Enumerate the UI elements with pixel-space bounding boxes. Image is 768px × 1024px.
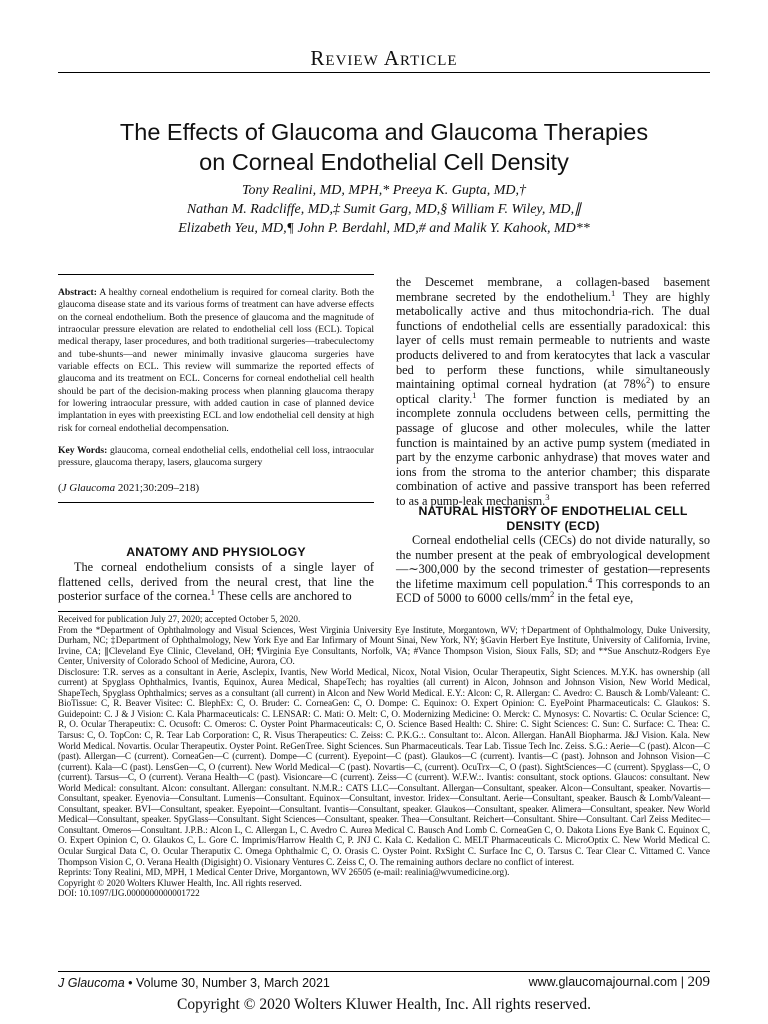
authors-line-2: Nathan M. Radcliffe, MD,‡ Sumit Garg, MD,§ William F. Wiley, MD,∥ [186, 202, 582, 217]
title-line-2: on Corneal Endothelial Cell Density [199, 149, 569, 175]
body-left-column [58, 560, 374, 604]
body-right-column [396, 275, 710, 509]
footnote-affiliations: From the *Department of Ophthalmology and Visual Sciences, West Virginia University Eye Institute, Morgantown, WV; †Department of Ophthalmology, Duke University, Durham, NC; ‡Department of Ophthalmology, New York Eye and Ear Infirmary of Mount Sinai, New York, NY; §Gavin Herbert Eye Institute, University of California, Irvine, Irvine, CA; ∥Cleveland Eye Clinic, Cleveland, OH; ¶Virginia Eye Consultants, Norfolk, VA; #Vance Thompson Vision, Sioux Falls, SD; and **Sue Anschutz-Rodgers Eye Center, University of Colorado School of Medicine, Aurora, CO. [58, 624, 710, 667]
footnotes [58, 614, 710, 899]
footnote-rule [58, 611, 213, 612]
footer-issue: • Volume 30, Number 3, March 2021 [124, 976, 330, 990]
paragraph-endothelium: the Descemet membrane, a collagen-based basement membrane secreted by the endothelium.$^1$ They are highly metabolically active and thus mitochondria-rich. The dual functions of endothelial cells are essentially paradoxical: this layer of cells must remain permeable to nutrients and waste products delivered to and from keratocytes that lack a vascular bed to perform these functions, while simultaneously maintaining optimal corneal hydration (at 78%$^2$) to ensure optical clarity.$^1$ The former function is mediated by an incomplete zonnula occludens between cells, permitting the passage of glucose and other molecules, while the latter function is maintained by an active pump system (mediated in part by the enzyme carbonic anhydrase) that moves water and ions from the stroma to the anterior chamber; this disparate combination of active and passive transport has been referred to as a pump-leak mechanism.$^3$ [396, 275, 710, 508]
footnote-disclosure: Disclosure: T.R. serves as a consultant in Aerie, Asclepix, Ivantis, New World Medical, Nicox, Notal Vision, Ocular Therapeutix, Sight Sciences. M.Y.K. has ownership (all current) at Spyglass Ophthalmics, Ivantis, Equinox, Aurea Medical, ShapeTech; has royalties (all current) in Alcon, Johnson and Johnson Vision, New World Medical, ShapeTech, Spyglass Ophthalmics; serves as a consultant (all current) in Alcon and New World Medical. E.Y.: Alcon: C, R. Allergan: C. Avedro: C. Bausch & Lomb/Valeant: C. BioTissue: C, R. Beaver Visitec: C. BlephEx: C, O. Bruder: C. CorneaGen: C, O. Dompe: C. Equinox: O. Expert Opinion: C. EyePoint Pharmaceuticals: C. Glaukos: S. Guidepoint: C. J & J Vision: C. Kala Pharmaceuticals: C. LENSAR: C. Mati: O. Melt: C, O. Modernizing Medicine: O. Merck: C. Mynosys: C. Novartis: C. Ocular Science: C, R, O. Ocular Therapeutix: C. Ocusoft: C. Omeros: C. Oyster Point Pharmaceuticals: C, O. Science Based Health: C. Shire: C. Sight Sciences: C. Sun: C. Surface: C. Thea: C. Tarsus: C, O. TopCon: C, R. Tear Lab Corporation: C, R. Visus Therapeutics: C. Zeiss: C. P.K.G.:. Consultant to:. Alcon. Allergan. HanAll Biopharma. J&J Vision. Kala. New World Medical. Novartis. Ocular Therapeutix. Oyster Point. ReGenTree. Sight Sciences. Sun Pharmaceuticals. Tear Lab. Tissue Tech Inc. Zeiss. S.G.: Aerie—C (past). Alcon—C (past). Allergan—C (current). CorneaGen—C (current). Dompe—C (current). Eyepoint—C (past). Glaukos—C (current). Ivantis—C (past). Johnson and Johnson Vision—C (current). Kala—C (past). LensGen—C, O (current). New World Medical—C (past). Novartis—C, (current). OcuTrx—C, O (past). SightSciences—C (current). Spyglass—C, O (current). Tarsus—C, O (current). Verana Health—C (past). Visioncare—C (current). Zeiss—C (current). W.F.W.:. Ivantis: consultant, stock options. Glaucos: consultant. New World Medical: consultant. Alcon: consultant. Allergan: consultant. N.M.R.: CATS LLC—Consultant. Allergan—Consultant, speaker. Alcon—Consultant, speaker. Novartis—Consultant, speaker. Eyenovia—Consultant. Lumenis—Consultant. Equinox—Consultant, investor. Iridex—Consultant. Aerie—Consultant, speaker. Bausch & Lomb/Valeant—Consultant, speaker. BVI—Consultant, speaker. Eyepoint—Consultant. Ivantis—Consultant, speaker. Glaukos—Consultant, speaker. Alimera—Consultant, speaker. New World Medical—Consultant, speaker. SpyGlass—Consultant. Sight Sciences—Consultant, speaker. Thea—Consultant. Reichert—Consultant. Shire—Consultant. Carl Zeiss Meditec—Consultant. Omeros—Consultant. J.P.B.: Alcon L, C. Allergan L, C. Avedro C. Aurea Medical C. Bausch And Lomb C. CorneaGen C, O. Dakota Lions Eye Bank C. Equinox C, O. Expert Opinion C, O. Glaukos C, L. Gore C. Imprimis/Harrow Health C, P. JNJ C. Kala C. Kedalion C. MELT Pharmaceuticals C. MicroOptix C. New World Medical C. Ocular Surgical Data C, O. Ocular Theraputix C. Omega Ophthalmic C, O. Orasis C. Oyster Point. RxSight C. Surface Inc C, O. Tarsus C. Tear Clear C. Vittamed C. Vance Thompson Vision C, O. Verana Health (Digisight) O. Visionary Ventures C. Zeiss C, O. The remaining authors declare no conflict of interest. [58, 666, 710, 867]
abstract-section [58, 274, 374, 503]
header-rule [58, 72, 710, 73]
citation: (J Glaucoma 2021;30:209–218) [58, 481, 200, 494]
footnote-doi: DOI: 10.1097/IJG.0000000000001722 [58, 888, 200, 899]
footnote-reprints: Reprints: Tony Realini, MD, MPH, 1 Medical Center Drive, Morgantown, WV 26505 (e-mail: realinia@wvumedicine.org). [58, 867, 510, 878]
keywords-label: Key Words: [58, 445, 108, 457]
heading-natural-history: NATURAL HISTORY OF ENDOTHELIAL CELL DENSITY (ECD) [418, 504, 688, 533]
article-title [70, 117, 698, 177]
paragraph-anatomy: The corneal endothelium consists of a single layer of flattened cells, derived from the neural crest, that line the posterior surface of the cornea.$^1$ These cells are anchored to [58, 560, 374, 604]
authors-line-1: Tony Realini, MD, MPH,* Preeya K. Gupta, MD,† [242, 183, 526, 198]
abstract-label: Abstract: [58, 287, 97, 298]
abstract-body: A healthy corneal endothelium is required for corneal clarity. Both the glaucoma disease state and its various forms of treatment can have adverse effects on the corneal endothelium. Both the presence of glaucoma and the magnitude of intraocular pressure elevation are related to endothelial cell loss (ECL). Topical medical therapy, laser procedures, and both traditional surgeries—trabeculectomy and tube-shunts—and newer minimally invasive glaucoma surgeries have variable effects on ECL. This review will summarize the reported effects of glaucoma and its treatment on ECL. Concerns for corneal endothelial cell health should be part of the decision-making process when planning glaucoma therapy for lowering intraocular pressure, with added caution in case of planned device implantation in eyes with preexisting ECL and low endothelial cell density at high risk for corneal endothelial decompensation. [58, 287, 374, 434]
footer-website-link[interactable]: www.glaucomajournal.com [528, 975, 678, 989]
abstract-text [58, 287, 374, 435]
footer-site-page: www.glaucomajournal.com | 209 [528, 974, 710, 990]
footnote-copyright: Copyright © 2020 Wolters Kluwer Health, Inc. All rights reserved. [58, 877, 302, 888]
authors-line-3: Elizabeth Yeu, MD,¶ John P. Berdahl, MD,# and Malik Y. Kahook, MD** [178, 221, 590, 236]
paragraph-natural-history: Corneal endothelial cells (CECs) do not divide naturally, so the number present at the peak of embryological development—∼300,000 by the second trimester of gestation—represents the lifetime maximum cell population.$^4$ This corresponds to an ECD of 5000 to 6000 cells/$mm^2$ in the fetal eye, [396, 533, 710, 606]
copyright-notice: Copyright © 2020 Wolters Kluwer Health, Inc. All rights reserved. [176, 996, 592, 1013]
section-label: Review Article [310, 46, 458, 70]
body-right-column-2 [396, 533, 710, 606]
citation-details: 2021;30:209–218) [115, 481, 200, 494]
title-line-1: The Effects of Glaucoma and Glaucoma Therapies [119, 119, 649, 145]
keywords-list: glaucoma, corneal endothelial cells, endothelial cell loss, intraocular pressure, glaucoma therapy, lasers, glaucoma surgery [58, 445, 374, 469]
citation-journal: J Glaucoma [61, 481, 116, 494]
page-number: 209 [687, 974, 710, 990]
abstract-bottom-rule [58, 502, 374, 503]
footnote-received: Received for publication July 27, 2020; accepted October 5, 2020. [58, 614, 301, 624]
author-list [80, 181, 688, 238]
heading-anatomy: ANATOMY AND PHYSIOLOGY [126, 545, 306, 559]
keywords [58, 445, 374, 470]
footer-rule [58, 971, 710, 972]
footer-journal-name: J Glaucoma [58, 976, 125, 990]
footer-journal-info [58, 976, 330, 990]
